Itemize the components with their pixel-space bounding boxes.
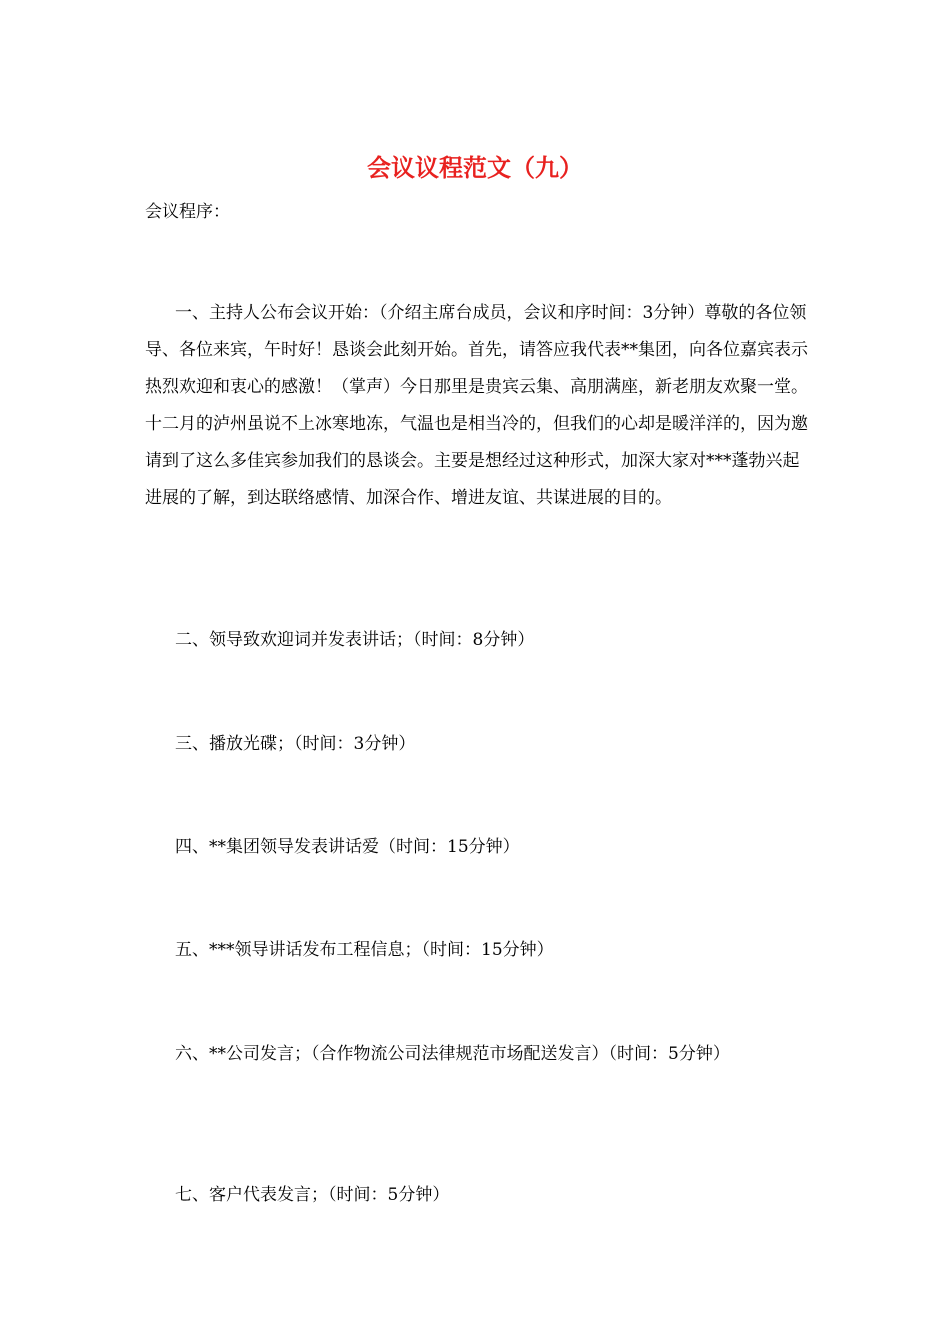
agenda-item-6: 六、**公司发言；（合作物流公司法律规范市场配送发言）（时间：5分钟） (175, 1044, 730, 1064)
section-label: 会议程序： (145, 202, 230, 222)
agenda-item-1: 一、主持人公布会议开始：（介绍主席台成员，会议和序时间：3分钟）尊敬的各位领导、各位来宾，午时好！恳谈会此刻开始。首先，请答应我代表**集团，向各位嘉宾表示热烈欢迎和衷心的感激！（掌声）今日那里是贵宾云集、高朋满座，新老朋友欢聚一堂。十二月的泸州虽说不上冰寒地冻，气温也是相当冷的，但我们的心却是暖洋洋的，因为邀请到了这么多佳宾参加我们的恳谈会。主要是想经过这种形式，加深大家对***蓬勃兴起进展的了解，到达联络感情、加深合作、增进友谊、共谋进展的目的。 (145, 303, 808, 508)
agenda-item-2: 二、领导致欢迎词并发表讲话；（时间：8分钟） (175, 630, 535, 650)
agenda-item-7: 七、客户代表发言；（时间：5分钟） (175, 1185, 450, 1205)
document-title: 会议议程范文（九） (367, 153, 583, 182)
agenda-item-5: 五、***领导讲话发布工程信息；（时间：15分钟） (175, 940, 554, 960)
agenda-item-3: 三、播放光碟；（时间：3分钟） (175, 734, 416, 754)
agenda-item-4: 四、**集团领导发表讲话爱（时间：15分钟） (175, 837, 520, 857)
